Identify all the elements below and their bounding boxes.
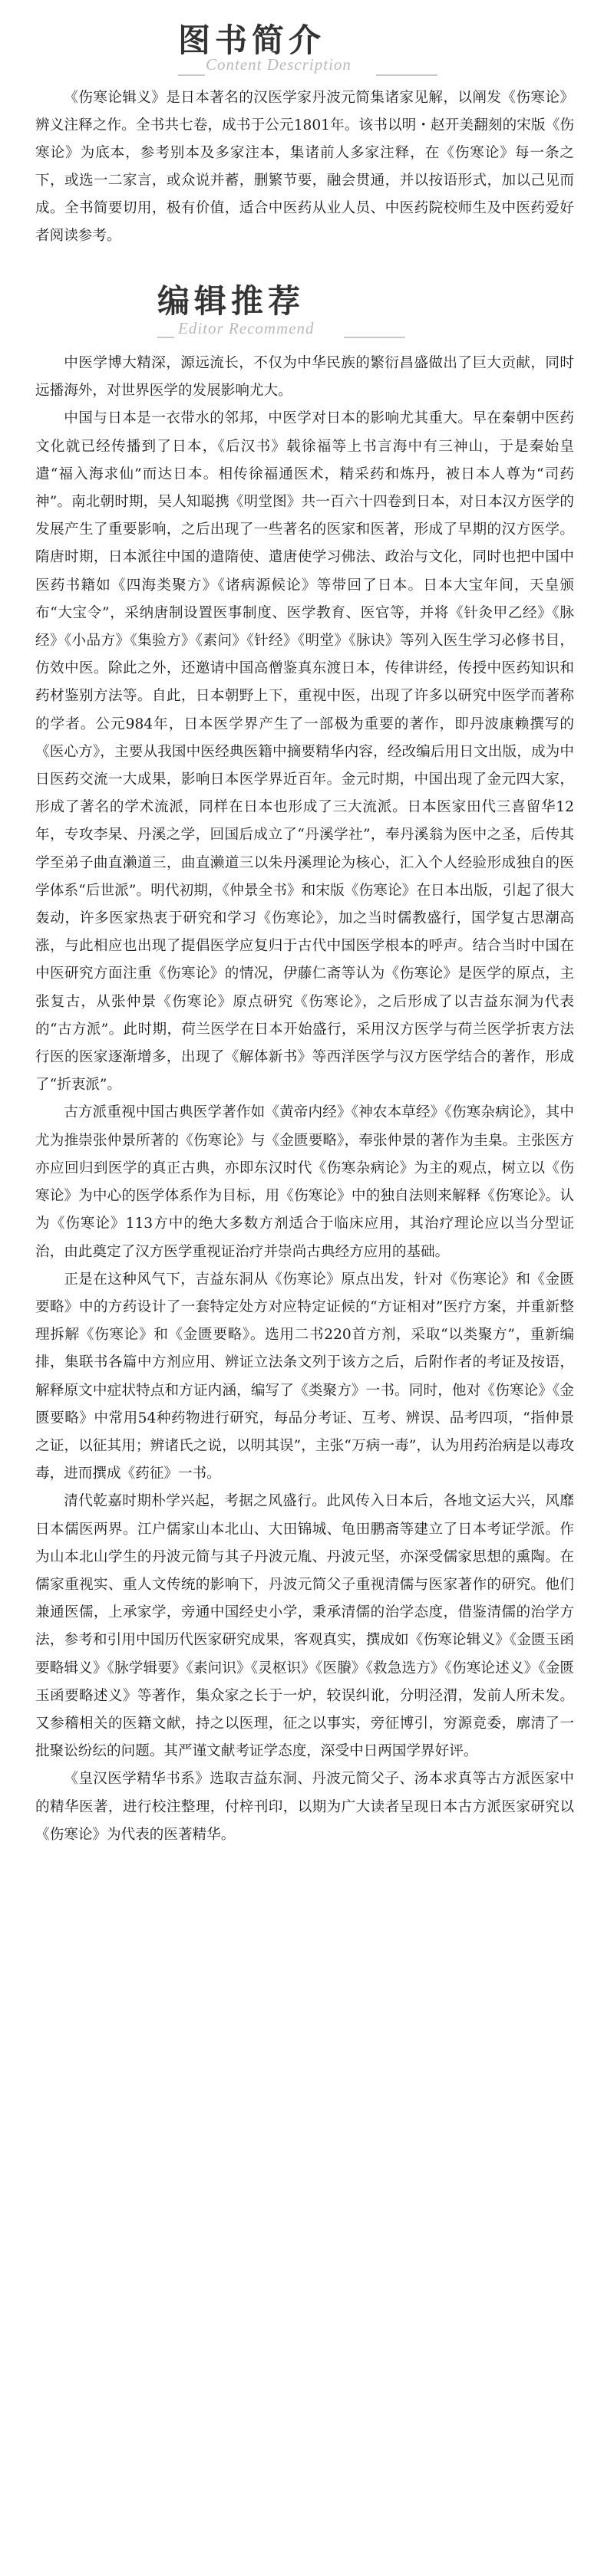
editor-paragraph-6: 《皇汉医学精华书系》选取吉益东洞、丹波元简父子、汤本求真等古方派医家中的精华医著，进行校注整理，付梓刊印，以期为广大读者呈现日本古方派医家研究以《伤寒论》为代表的医著精华。 bbox=[35, 1771, 574, 1843]
editor-header bbox=[0, 250, 614, 350]
editor-divider-right bbox=[344, 337, 405, 338]
intro-title: 图书简介 bbox=[178, 21, 326, 59]
editor-paragraph-2: 中国与日本是一衣带水的邻邦，中医学对日本的影响尤其重大。早在秦朝中医药文化就已经传播到了日本，《后汉书》载徐福等上书言海中有三神山，于是秦始皇遣“福入海求仙”而达日本。相传徐福通医术，精采药和炼丹，被日本人尊为“司药神”。南北朝时期，吴人知聪携《明堂图》共一百六十四卷到日本，对日本汉方医学的发展产生了重要影响，之后出现了一些著名的医家和医著，形成了早期的汉方医学。隋唐时期，日本派往中国的遣隋使、遣唐使学习佛法、政治与文化，同时也把中国中医药书籍如《四海类聚方》《诸病源候论》等带回了日本。日本大宝年间，天皇颁布“大宝令”，采纳唐制设置医事制度、医学教育、医官等，并将《针灸甲乙经》《脉经》《小品方》《集验方》《素问》《针经》《明堂》《脉诀》等列入医生学习必修书目，仿效中医。除此之外，还邀请中国高僧鉴真东渡日本，传律讲经，传授中医药知识和药材鉴别方法等。自此，日本朝野上下，重视中医，出现了许多以研究中医学而著称的学者。公元984年，日本医学界产生了一部极为重要的著作，即丹波康赖撰写的《医心方》，主要从我国中医经典医籍中摘要精华内容，经改编后用日文出版，成为中日医药交流一大成果，影响日本医学界近百年。金元时期，中国出现了金元四大家，形成了著名的学术流派，同样在日本也形成了三大流派。日本医家田代三喜留华12年，专攻李杲、丹溪之学，回国后成立了“丹溪学社”，奉丹溪翁为医中之圣，后传其学至弟子曲直濑道三，曲直濑道三以朱丹溪理论为核心，汇入个人经验形成独自的医学体系“后世派”。明代初期，《仲景全书》和宋版《伤寒论》在日本出版，引起了很大轰动，许多医家热衷于研究和学习《伤寒论》，加之当时儒教盛行，国学复古思潮高涨，与此相应也出现了提倡医学应复归于古代中国医学根本的呼声。结合当时中国在中医研究方面注重《伤寒论》的情况，伊藤仁斋等认为《伤寒论》是医学的原点，主张复古，从张仲景《伤寒论》原点研究《伤寒论》，之后形成了以吉益东洞为代表的“古方派”。此时期，荷兰医学在日本开始盛行，采用汉方医学与荷兰医学折衷方法行医的医家逐渐增多，出现了《解体新书》等西洋医学与汉方医学结合的著作，形成了“折衷派”。 bbox=[35, 410, 574, 1094]
editor-paragraph-5: 清代乾嘉时期朴学兴起，考据之风盛行。此风传入日本后，各地文运大兴，风靡日本儒医两界。江户儒家山本北山、大田锦城、龟田鹏斋等建立了日本考证学派。作为山本北山学生的丹波元简与其子丹波元胤、丹波元坚，亦深受儒家思想的熏陶。在儒家重视实、重人文传统的影响下，丹波元简父子重视清儒与医家著作的研究。他们兼通医儒，上承家学，旁通中国经史小学，秉承清儒的治学态度，借鉴清儒的治学方法，参考和引用中国历代医家研究成果，客观真实，撰成如《伤寒论辑义》《金匮玉函要略辑义》《脉学辑要》《素问识》《灵枢识》《医賸》《救急选方》《伤寒论述义》《金匮玉函要略述义》等著作，集众家之长于一炉，较误纠讹，分明泾渭，发前人所未发。又参稽相关的医籍文献，持之以医理，征之以事实，旁征博引，穷源竟委，廓清了一批聚讼纷纭的问题。其严谨文献考证学态度，深受中日两国学界好评。 bbox=[35, 1493, 574, 1760]
editor-body bbox=[0, 350, 614, 1849]
editor-paragraph-3: 古方派重视中国古典医学著作如《黄帝内经》《神农本草经》《伤寒杂病论》，其中尤为推崇张仲景所著的《伤寒论》与《金匮要略》，奉张仲景的著作为圭臬。主张医方亦应回归到医学的真正古典，亦即东汉时代《伤寒杂病论》为主的观点，树立以《伤寒论》为中心的医学体系作为目标，用《伤寒论》中的独自法则来解释《伤寒论》。认为《伤寒论》113方中的绝大多数方剂适合于临床应用，其治疗理论应以当分型证治，由此奠定了汉方医学重视证治疗并崇尚古典经方应用的基础。 bbox=[35, 1104, 574, 1260]
editor-subtitle: Editor Recommend bbox=[178, 319, 315, 337]
editor-paragraph-4: 正是在这种风气下，吉益东洞从《伤寒论》原点出发，针对《伤寒论》和《金匮要略》中的方药设计了一套特定处方对应特定证候的“方证相对”医疗方案，并重新整理拆解《伤寒论》和《金匮要略》。选用二书220首方剂，采取“以类聚方”，重新编排，集联书各篇中方剂应用、辨证立法条文列于该方之后，后附作者的考证及按语，解释原文中症状特点和方证内涵，编写了《类聚方》一书。同时，他对《伤寒论》《金匮要略》中常用54种药物进行研究，每品分考证、互考、辨误、品考四项，“指伸景之证，以征其用；辨诸氏之说，以明其误”，主张“万病一毒”，认为用药治病是以毒攻毒，进而撰成《药征》一书。 bbox=[35, 1271, 574, 1482]
intro-divider-left bbox=[178, 74, 205, 76]
intro-divider-right bbox=[376, 74, 437, 76]
editor-paragraph-1: 中医学博大精深，源远流长，不仅为中华民族的繁衍昌盛做出了巨大贡献，同时远播海外，对世界医学的发展影响尤大。 bbox=[35, 355, 574, 400]
intro-subtitle: Content Description bbox=[206, 55, 352, 74]
editor-title: 编辑推荐 bbox=[157, 282, 305, 320]
intro-text: 《伤寒论辑义》是日本著名的汉医学家丹波元简集诸家见解，以阐发《伤寒论》辨义注释之作。全书共七卷，成书于公元1801年。该书以明・赵开美翻刻的宋版《伤寒论》为底本，参考别本及多家注本，集诸前人多家注释，在《伤寒论》每一条之下，或选一二家言，或众说并蓄，删繁节要，融会贯通，并以按语形式，加以己见而成。全书简要切用，极有价值，适合中医药从业人员、中医药院校师生及中医药爱好者阅读参考。 bbox=[35, 90, 574, 244]
editor-divider-left bbox=[157, 337, 174, 338]
intro-header bbox=[0, 0, 614, 84]
